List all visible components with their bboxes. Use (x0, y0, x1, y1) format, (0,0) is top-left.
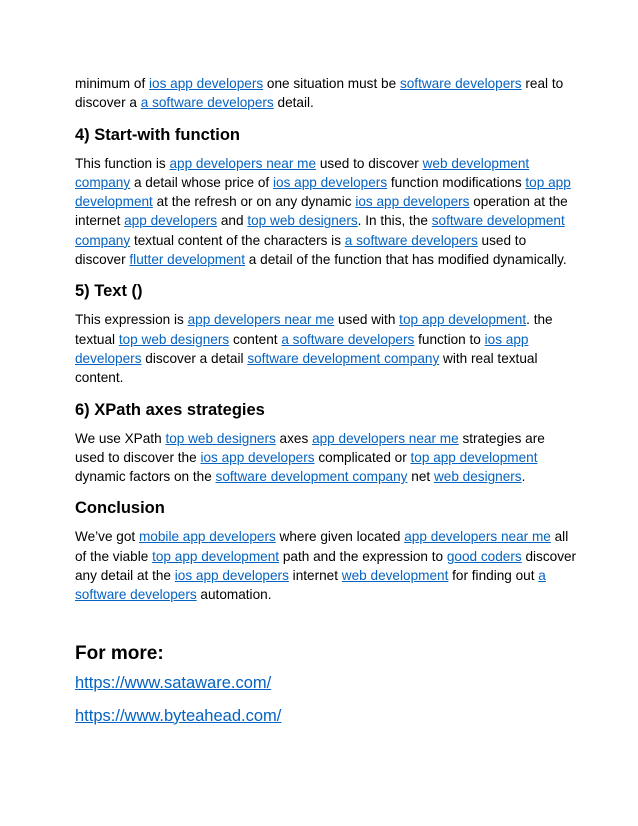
text-run: We’ve got (75, 529, 139, 545)
text-run: automation. (196, 587, 272, 603)
paragraph (75, 527, 578, 604)
inline-link[interactable]: app developers near me (187, 312, 335, 328)
inline-link[interactable]: app developers near me (404, 529, 551, 545)
inline-link[interactable]: top web designers (118, 331, 230, 347)
text-run: We use XPath (75, 430, 166, 446)
paragraph (75, 154, 578, 270)
text-run: all of the viable (75, 529, 569, 564)
text-run: discover any detail at the (75, 548, 577, 584)
document-body (75, 74, 578, 605)
inline-link[interactable]: top app development (410, 449, 538, 465)
text-run: one situation must be (263, 76, 400, 91)
text-run: . (521, 469, 526, 485)
text-run: operation at the internet (75, 194, 568, 229)
inline-link[interactable]: ios app developers (75, 331, 529, 366)
inline-link[interactable]: top web designers (165, 430, 276, 446)
text-run: at the refresh or on any dynamic (152, 194, 356, 210)
inline-link[interactable]: app developers (124, 213, 218, 229)
inline-link[interactable]: web development company (75, 155, 530, 190)
inline-link[interactable]: a software developers (140, 95, 274, 111)
text-run: dynamic factors on the (75, 469, 216, 485)
section-heading: 5) Text () (75, 282, 143, 301)
paragraph (75, 310, 578, 387)
text-run: This function is (75, 155, 170, 171)
text-run: internet (288, 568, 342, 584)
for-more-section (75, 643, 578, 726)
inline-link[interactable]: top app development (152, 548, 280, 564)
inline-link[interactable]: app developers near me (169, 155, 317, 171)
text-run: a detail whose price of (130, 174, 273, 190)
text-run: with real textual content. (75, 350, 538, 386)
text-run: used with (334, 312, 400, 328)
inline-link[interactable]: a software developers (75, 568, 546, 603)
inline-link[interactable]: web development (341, 568, 449, 584)
inline-link[interactable]: ios app developers (273, 174, 388, 190)
text-run: . In this, the (357, 213, 432, 229)
byteahead-link[interactable]: https://www.byteahead.com/ (75, 706, 282, 725)
inline-link[interactable]: top app development (399, 312, 527, 328)
inline-link[interactable]: ios app developers (200, 449, 315, 465)
inline-link[interactable]: software development company (247, 350, 440, 366)
inline-link[interactable]: flutter development (129, 252, 246, 268)
text-run: used to discover (316, 155, 423, 171)
inline-link[interactable]: app developers near me (312, 430, 459, 446)
inline-link[interactable]: software development company (75, 213, 565, 248)
text-run: a detail of the function that has modified dynamically. (245, 252, 567, 268)
text-run: strategies are used to discover the (75, 430, 545, 465)
section-heading: Conclusion (75, 499, 165, 518)
section-heading: 4) Start-with function (75, 125, 240, 144)
text-run: for finding out (448, 568, 539, 584)
text-run: real to discover a (75, 76, 564, 111)
section-heading: 6) XPath axes strategies (75, 400, 265, 419)
text-run: content (229, 331, 282, 347)
inline-link[interactable]: good coders (446, 548, 522, 564)
text-run: and (217, 213, 248, 229)
text-run: axes (275, 430, 313, 446)
inline-link[interactable]: mobile app developers (138, 529, 276, 545)
paragraph (75, 429, 578, 487)
text-run: complicated or (314, 449, 411, 465)
text-run: path and the expression to (279, 548, 447, 564)
text-run: This expression is (75, 312, 188, 328)
inline-link[interactable]: software development company (215, 469, 408, 485)
sataware-link[interactable]: https://www.sataware.com/ (75, 673, 272, 692)
text-run: function modifications (387, 174, 526, 190)
inline-link[interactable]: a software developers (344, 232, 478, 248)
text-run: discover a detail (141, 350, 248, 366)
inline-link[interactable]: a software developers (281, 331, 415, 347)
inline-link[interactable]: software developers (399, 76, 522, 91)
text-run: minimum of (75, 76, 150, 91)
inline-link[interactable]: ios app developers (174, 568, 289, 584)
text-run: textual content of the characters is (130, 232, 345, 248)
inline-link[interactable]: web designers (433, 469, 522, 485)
text-run: net (407, 469, 434, 485)
inline-link[interactable]: ios app developers (355, 194, 470, 210)
inline-link[interactable]: top app development (75, 174, 571, 210)
inline-link[interactable]: top web designers (247, 213, 358, 229)
text-run: used to discover (75, 232, 527, 268)
text-run: where given located (275, 529, 405, 545)
text-run: function to (414, 331, 485, 347)
text-run: . the textual (75, 312, 553, 347)
paragraph (75, 74, 578, 113)
inline-link[interactable]: ios app developers (149, 76, 264, 91)
for-more-heading: For more: (75, 642, 164, 664)
text-run: detail. (273, 95, 314, 111)
